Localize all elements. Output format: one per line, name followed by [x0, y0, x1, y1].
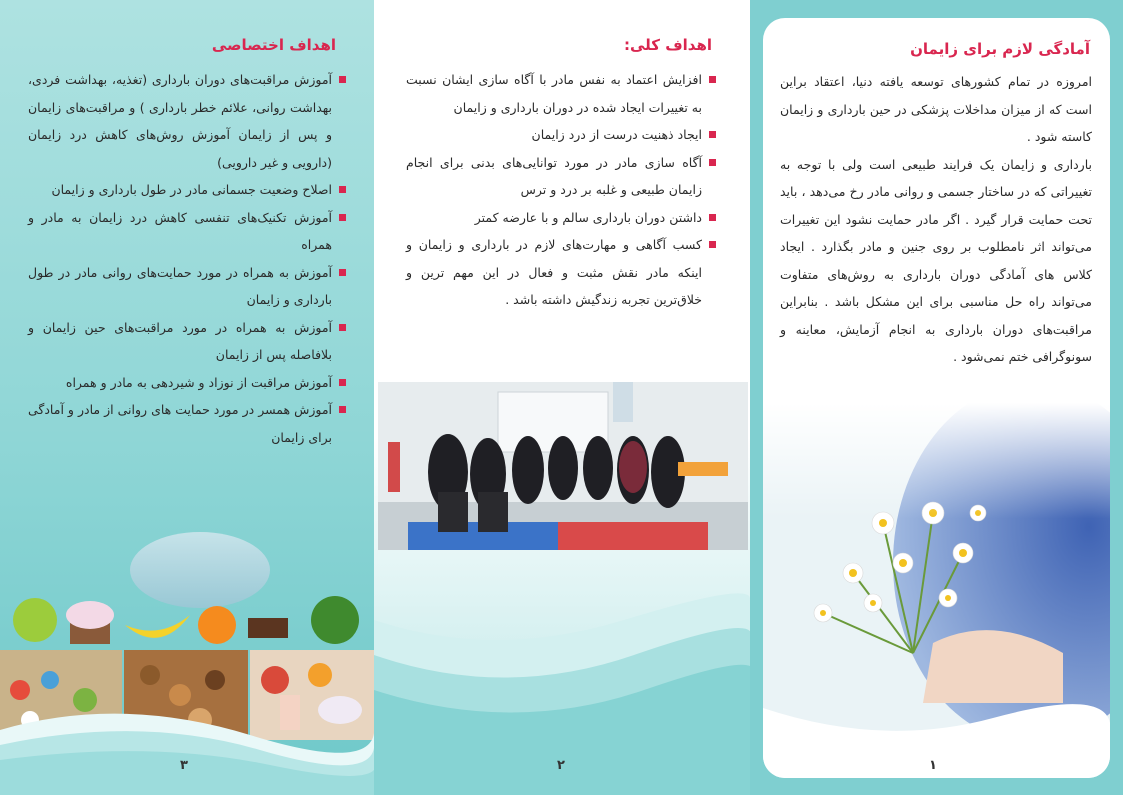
- list-item: داشتن دوران بارداری سالم و با عارضه کمتر: [406, 204, 716, 232]
- paragraph: امروزه در تمام کشورهای توسعه یافته دنیا، اعتقاد براین است که از میزان مداخلات پزشکی در حین بارداری و زایمان کاسته شود .: [780, 74, 1092, 144]
- list-item: ایجاد ذهنیت درست از درد زایمان: [406, 121, 716, 149]
- panel-1-body: [780, 68, 1092, 371]
- list-item: آموزش به همراه در مورد مراقبت‌های حین زایمان و بلافاصله پس از زایمان: [28, 314, 346, 369]
- list-item: آگاه سازی مادر در مورد توانایی‌های بدنی برای انجام زایمان طبیعی و غلبه بر درد و ترس: [406, 149, 716, 204]
- panel-3-body: [28, 66, 346, 451]
- panel-2: [374, 0, 750, 795]
- page-number: ۱: [929, 758, 937, 773]
- panel-1-card: [763, 18, 1110, 778]
- list-item: آموزش تکنیک‌های تنفسی کاهش درد زایمان به مادر و همراه: [28, 204, 346, 259]
- list-item: آموزش مراقبت از نوزاد و شیردهی به مادر و همراه: [28, 369, 346, 397]
- list-item: افزایش اعتماد به نفس مادر با آگاه سازی ایشان نسبت به تغییرات ایجاد شده در دوران بارداری و زایمان: [406, 66, 716, 121]
- decorative-wave: [0, 690, 374, 795]
- panel-2-body: [406, 66, 716, 314]
- panel-1-title: آمادگی لازم برای زایمان: [910, 40, 1090, 58]
- list-item: آموزش به همراه در مورد حمایت‌های روانی مادر در طول بارداری و زایمان: [28, 259, 346, 314]
- panel-1: [750, 0, 1123, 795]
- list-item: اصلاح وضعیت جسمانی مادر در طول بارداری و زایمان: [28, 176, 346, 204]
- list-item: آموزش مراقبت‌های دوران بارداری (تغذیه، بهداشت فردی، بهداشت روانی، علائم خطر بارداری ) و مراقبت‌های زایمان و پس از زایمان آموزش روش‌های کاهش درد زایمان (دارویی و غیر دارویی): [28, 66, 346, 176]
- prenatal-class-photo: [378, 382, 748, 550]
- general-goals-list: [406, 66, 716, 314]
- panel-2-title: اهداف کلی:: [623, 36, 712, 54]
- list-item: آموزش همسر در مورد حمایت های روانی از مادر و آمادگی برای زایمان: [28, 396, 346, 451]
- page-number: ۲: [557, 758, 565, 773]
- paragraph: بارداری و زایمان یک فرایند طبیعی است ولی با توجه به تغییراتی که در ساختار جسمی و روانی مادر رخ می‌دهد ، باید تحت حمایت قرار گیرد . اگر مادر حمایت نشود این تغییرات می‌تواند اثر نامطلوب بر روی جنین و مادر بگذارد . ایجاد کلاس های آمادگی دوران بارداری به روش‌های متفاوت می‌تواند راه حل مناسبی برای این مشکل باشد . بنابراین مراقبت‌های دوران بارداری به انجام آزمایش، معاینه و سونوگرافی ختم نمی‌شود .: [780, 156, 1092, 364]
- panel-3: [0, 0, 374, 795]
- page-number: ۳: [180, 758, 188, 773]
- panel-3-title: اهداف اختصاصی: [211, 36, 336, 54]
- list-item: کسب آگاهی و مهارت‌های لازم در بارداری و زایمان و اینکه مادر نقش مثبت و فعال در این مهم ترین و خلاق‌ترین تجربه زندگیش داشته باشد .: [406, 231, 716, 314]
- specific-goals-list: [28, 66, 346, 451]
